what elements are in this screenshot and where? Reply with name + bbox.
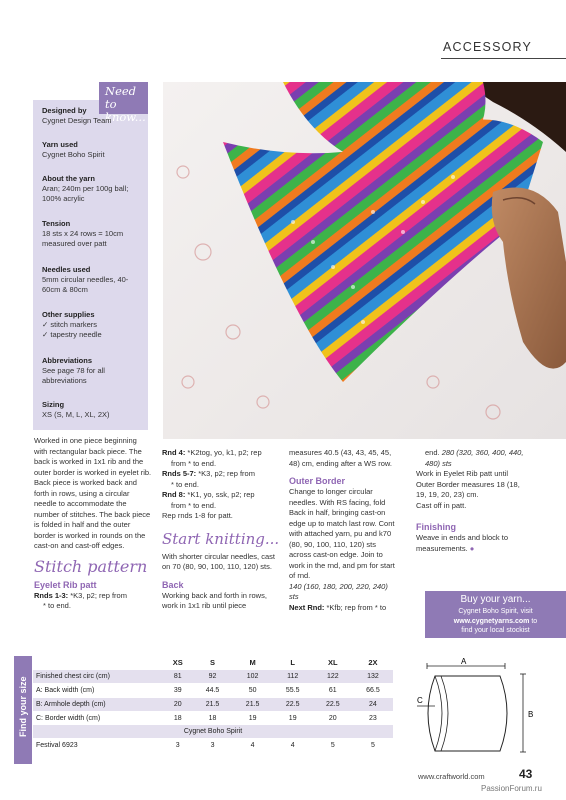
- cell: 4: [273, 739, 313, 753]
- buy-yarn-to: to: [529, 617, 538, 625]
- cell: 22.5: [273, 697, 313, 711]
- about-yarn-value: Aran; 240m per 100g ball; 100% acrylic: [42, 184, 129, 203]
- end-bullet-icon: ●: [469, 543, 475, 553]
- table-row: [33, 739, 393, 753]
- back-text: Working back and forth in rows, work in 1x1 rib until piece: [162, 590, 267, 610]
- cell: 50: [233, 683, 273, 697]
- find-your-size-tab: [14, 656, 32, 764]
- rnd-text: *K1, yo, ssk, p2; rep: [185, 490, 255, 499]
- row-label: B: Armhole depth (cm): [33, 697, 163, 711]
- cell: 39: [163, 683, 192, 697]
- rnd-label: Rnds 1-3:: [34, 590, 69, 600]
- cell: 61: [313, 683, 353, 697]
- row-label: Finished chest circ (cm): [33, 669, 163, 683]
- abbreviations-heading: Abbreviations: [42, 356, 93, 365]
- cell: 66.5: [353, 683, 393, 697]
- rnd-label: Rnd 8:: [162, 490, 186, 499]
- rnd-text: *K3, p2; rep from: [68, 590, 127, 600]
- rnd-label: Rnds 5-7:: [162, 469, 197, 478]
- stitch-pattern-heading: Stitch pattern: [34, 556, 148, 576]
- row-label: A: Back width (cm): [33, 683, 163, 697]
- yarn-used-heading: Yarn used: [42, 140, 78, 149]
- finishing-body: Weave in ends and block to measurements.: [416, 533, 509, 553]
- about-yarn-heading: About the yarn: [42, 174, 95, 183]
- stitch-count: 140 (160, 180, 200, 220, 240) sts: [289, 581, 388, 601]
- needles-value: 5mm circular needles, 40-60cm & 80cm: [42, 275, 129, 294]
- end-line: [416, 448, 526, 469]
- table-row: [33, 683, 393, 697]
- cowl-schematic: [405, 656, 555, 766]
- photo-illustration: [163, 82, 566, 439]
- cell: 22.5: [313, 697, 353, 711]
- designer-info: [42, 106, 146, 126]
- rnd-text: *Kfb; rep from * to: [324, 602, 387, 612]
- rnd-text-cont: from * to end.: [171, 500, 217, 510]
- cell: 102: [233, 669, 273, 683]
- size-header: M: [233, 656, 273, 669]
- cell: 5: [313, 739, 353, 753]
- cell: 24: [353, 697, 393, 711]
- rnd-text-cont: * to end.: [43, 601, 71, 610]
- table-row: [33, 711, 393, 725]
- buy-yarn-line3: find your local stockist: [461, 627, 530, 634]
- size-header: XL: [313, 656, 353, 669]
- cell: 4: [233, 739, 273, 753]
- cell: 3: [163, 739, 192, 753]
- column-1: [34, 436, 152, 612]
- yarn-name-row: [33, 725, 393, 739]
- size-header: 2X: [353, 656, 393, 669]
- sizing-heading: Sizing: [42, 400, 65, 409]
- rnd-4-line: [162, 448, 280, 459]
- measures-text: measures 40.5 (43, 43, 45, 45, 48) cm, ending after a WS row.: [289, 448, 392, 468]
- cowl-photo: [163, 82, 566, 439]
- back-heading: Back: [162, 579, 184, 590]
- cell: 55.5: [273, 683, 313, 697]
- buy-yarn-box: [425, 591, 566, 638]
- tension-heading: Tension: [42, 219, 71, 228]
- cell: 21.5: [192, 697, 232, 711]
- start-text: With shorter circular needles, cast on 70 (80, 90, 100, 110, 120) sts.: [162, 551, 275, 571]
- footer-url[interactable]: www.craftworld.com: [418, 772, 485, 781]
- work-text: Work in Eyelet Rib patt until Outer Border measures 18 (18, 19, 19, 20, 23) cm.: [416, 469, 520, 499]
- abbreviations-value: See page 78 for all abbreviations: [42, 366, 105, 385]
- header-rule: [441, 58, 566, 59]
- cell: 132: [353, 669, 393, 683]
- label-b: B: [528, 710, 534, 719]
- column-2: [162, 448, 280, 612]
- size-table-grid: [33, 656, 393, 753]
- row-label: Festival 6923: [33, 739, 163, 753]
- cell: 92: [192, 669, 232, 683]
- stitch-count: 280 (320, 360, 400, 440, 480) sts: [425, 448, 524, 468]
- tension-info: [42, 219, 146, 249]
- buy-yarn-line1: Cygnet Boho Spirit, visit: [458, 608, 533, 615]
- cell: 20: [163, 697, 192, 711]
- size-table: [33, 656, 393, 753]
- cell: 20: [313, 711, 353, 725]
- intro-text: Worked in one piece beginning with rectangular back piece. The back is worked in 1x1 rib and the outer border is worked in eyelet rib. Back piece is worked back and forth in rows, using a circular needle to accommodate the number of stitches. The back piece is folded in half and the outer border is worked in rounds on the cast-on and cast-off edges.: [34, 436, 152, 550]
- cell: 19: [273, 711, 313, 725]
- start-knitting-heading: Start knitting...: [162, 529, 280, 548]
- supply-item: ✓ tapestry needle: [42, 330, 102, 339]
- other-supplies-heading: Other supplies: [42, 310, 95, 319]
- rnd-text: *K2tog, yo, k1, p2; rep: [185, 448, 262, 457]
- cell: 5: [353, 739, 393, 753]
- rnd-text-cont: * to end.: [171, 479, 199, 489]
- buy-yarn-heading: Buy your yarn...: [460, 594, 531, 605]
- cell: 18: [192, 711, 232, 725]
- next-rnd-line: [289, 603, 399, 614]
- repeat-text: Rep rnds 1-8 for patt.: [162, 511, 233, 520]
- rnds-1-3-line: [34, 591, 152, 602]
- other-supplies-info: [42, 310, 146, 340]
- yarn-website-link[interactable]: www.cygnetyarns.com: [453, 617, 530, 625]
- designed-by-heading: Designed by: [42, 106, 87, 115]
- table-header-row: [33, 656, 393, 669]
- cell: 122: [313, 669, 353, 683]
- section-title: ACCESSORY: [443, 40, 533, 54]
- cell: 3: [192, 739, 232, 753]
- column-3: [289, 448, 399, 613]
- designed-by-value: Cygnet Design Team: [42, 116, 112, 125]
- finishing-heading: Finishing: [416, 522, 456, 532]
- needles-info: [42, 265, 146, 295]
- need-to-know-badge: Need to know...: [99, 82, 148, 114]
- schematic-svg: [405, 656, 555, 766]
- rnd-8-line: [162, 490, 280, 501]
- size-header: S: [192, 656, 232, 669]
- yarn-info: [42, 140, 146, 160]
- cell: 21.5: [233, 697, 273, 711]
- cell: 81: [163, 669, 192, 683]
- watermark: PassionForum.ru: [481, 784, 542, 793]
- about-yarn-info: [42, 174, 146, 204]
- cell: 18: [163, 711, 192, 725]
- end-text: end.: [425, 448, 440, 457]
- size-header: L: [273, 656, 313, 669]
- needles-heading: Needles used: [42, 265, 91, 274]
- rnd-label: Next Rnd:: [289, 602, 325, 612]
- label-a: A: [461, 657, 467, 666]
- label-c: C: [417, 696, 423, 705]
- supply-item: ✓ stitch markers: [42, 320, 98, 329]
- table-row: [33, 669, 393, 683]
- finishing-text: [416, 533, 526, 554]
- size-header: XS: [163, 656, 192, 669]
- row-label: C: Border width (cm): [33, 711, 163, 725]
- abbreviations-info: [42, 356, 146, 386]
- table-row: [33, 697, 393, 711]
- tension-value: 18 sts x 24 rows = 10cm measured over patt: [42, 229, 124, 248]
- cell: 44.5: [192, 683, 232, 697]
- rnd-label: Rnd 4:: [162, 448, 186, 457]
- find-your-size-label: Find your size: [18, 676, 28, 737]
- outer-border-text: [289, 487, 399, 603]
- sizing-info: [42, 400, 146, 420]
- table-corner: [33, 656, 163, 669]
- sizing-value: XS (S, M, L, XL, 2X): [42, 410, 110, 419]
- rnd-text: *K3, p2; rep from: [196, 469, 255, 478]
- eyelet-rib-heading: Eyelet Rib patt: [34, 579, 97, 590]
- cell: 23: [353, 711, 393, 725]
- rnds-5-7-line: [162, 469, 280, 480]
- page-number: 43: [519, 767, 533, 781]
- yarn-used-value: Cygnet Boho Spirit: [42, 150, 105, 159]
- castoff-text: Cast off in patt.: [416, 500, 467, 510]
- outer-border-body: Change to longer circular needles. With RS facing, fold Back in half, bringing cast-on edge up to match last row. Cont with attached yarn, pu and k70 (80, 90, 100, 110, 120) sts across cast-on edge. Join to work in the rnd, and pm for start of rnd.: [289, 487, 395, 580]
- yarn-name-cell: Cygnet Boho Spirit: [33, 725, 393, 739]
- cell: 112: [273, 669, 313, 683]
- column-4: [416, 448, 526, 554]
- cell: 19: [233, 711, 273, 725]
- rnd-text-cont: from * to end.: [171, 458, 217, 468]
- outer-border-heading: Outer Border: [289, 476, 346, 486]
